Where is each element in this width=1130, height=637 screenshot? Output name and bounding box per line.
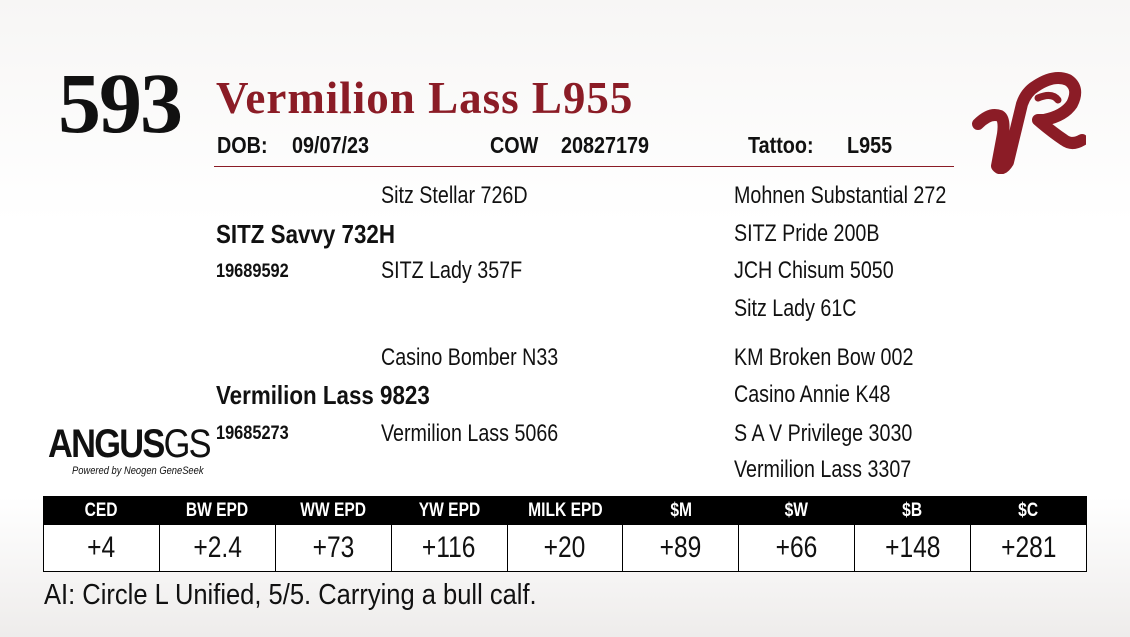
angus-logo-wordmark — [48, 422, 210, 466]
epd-value-milk: +20 — [507, 525, 623, 572]
angus-logo-tagline: Powered by Neogen GeneSeek — [72, 465, 204, 477]
animal-name: Vermilion Lass L955 — [216, 73, 634, 123]
sire-sire-dam: SITZ Pride 200B — [734, 220, 880, 247]
epd-value-row — [44, 525, 1087, 572]
epd-header-w: $W — [739, 497, 855, 525]
dob-value: 09/07/23 — [292, 132, 369, 158]
sire-name: SITZ Savvy 732H — [216, 219, 395, 249]
epd-value-ww: +73 — [275, 525, 391, 572]
sire-dam-sire: JCH Chisum 5050 — [734, 257, 894, 284]
dam-dam-dam: Vermilion Lass 3307 — [734, 456, 912, 483]
epd-header-bw: BW EPD — [159, 497, 275, 525]
lot-number: 593 — [58, 55, 181, 151]
sire-dam: SITZ Lady 357F — [381, 257, 523, 284]
epd-header-yw: YW EPD — [391, 497, 507, 525]
angus-text: ANGUS — [48, 422, 164, 466]
dam-name: Vermilion Lass 9823 — [216, 380, 430, 410]
epd-header-milk: MILK EPD — [507, 497, 623, 525]
epd-value-ced: +4 — [44, 525, 160, 572]
gs-text: GS — [163, 422, 210, 466]
dam-dam: Vermilion Lass 5066 — [381, 420, 559, 447]
dam-dam-sire: S A V Privilege 3030 — [734, 420, 913, 447]
tattoo-value: L955 — [847, 132, 893, 158]
sire-sire-sire: Mohnen Substantial 272 — [734, 182, 947, 209]
epd-header-m: $M — [623, 497, 739, 525]
epd-value-yw: +116 — [391, 525, 507, 572]
vr-brand-icon — [972, 62, 1086, 174]
tattoo-label: Tattoo: — [748, 132, 814, 158]
dob-label: DOB: — [217, 132, 268, 158]
sire-dam-dam: Sitz Lady 61C — [734, 295, 857, 322]
dam-sire: Casino Bomber N33 — [381, 344, 559, 371]
epd-value-m: +89 — [623, 525, 739, 572]
epd-table — [43, 496, 1087, 572]
epd-header-b: $B — [855, 497, 971, 525]
registry-number: 20827179 — [561, 132, 650, 158]
epd-value-bw: +2.4 — [159, 525, 275, 572]
header-divider — [214, 166, 954, 167]
epd-header-row — [44, 497, 1087, 525]
dam-reg-number: 19685273 — [216, 423, 289, 444]
epd-value-b: +148 — [855, 525, 971, 572]
sire-sire: Sitz Stellar 726D — [381, 182, 528, 209]
dam-sire-sire: KM Broken Bow 002 — [734, 344, 914, 371]
registry-label: COW — [490, 132, 539, 158]
epd-value-c: +281 — [971, 525, 1087, 572]
dam-sire-dam: Casino Annie K48 — [734, 381, 891, 408]
epd-header-ced: CED — [44, 497, 160, 525]
ai-footnote: AI: Circle L Unified, 5/5. Carrying a bull calf. — [44, 579, 537, 611]
epd-value-w: +66 — [739, 525, 855, 572]
angus-gs-logo — [48, 422, 210, 478]
epd-header-c: $C — [971, 497, 1087, 525]
epd-header-ww: WW EPD — [275, 497, 391, 525]
sire-reg-number: 19689592 — [216, 261, 289, 282]
